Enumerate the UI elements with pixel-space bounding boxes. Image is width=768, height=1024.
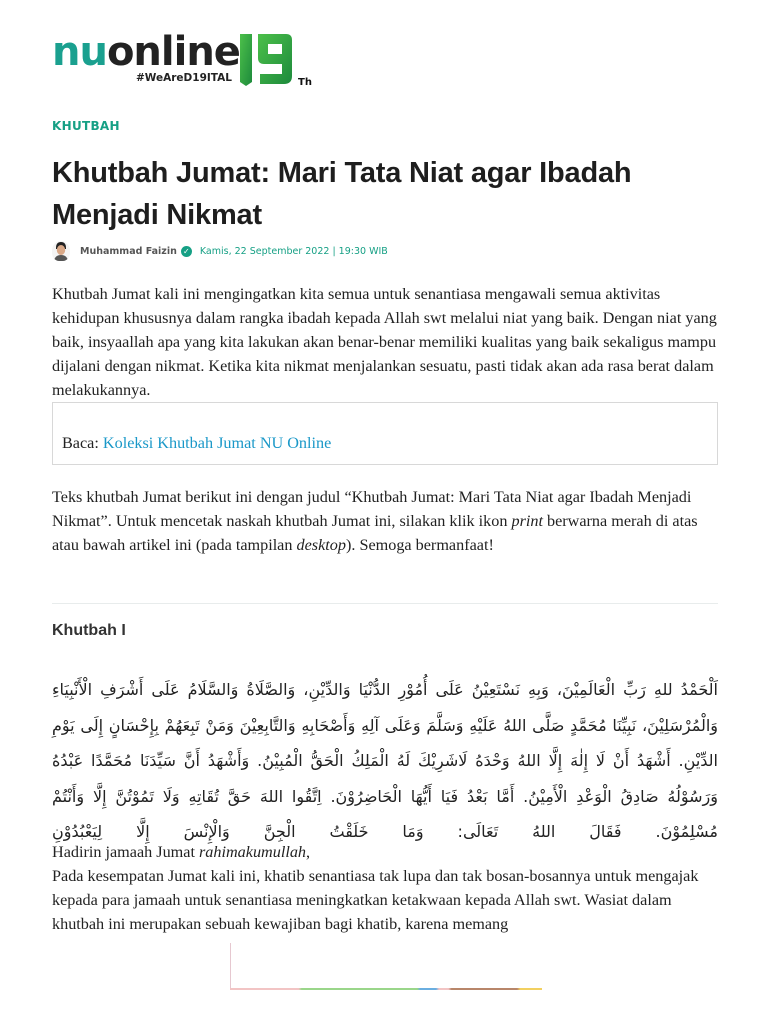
site-logo[interactable] xyxy=(52,29,322,92)
ad-frame-bottom-line xyxy=(230,988,542,990)
read-also-box xyxy=(52,402,718,465)
p2-em-desktop: desktop xyxy=(296,536,346,554)
sermon-paragraph xyxy=(52,840,718,936)
read-also-label: Baca: xyxy=(62,434,99,452)
logo-tagline: #WeAreD19ITAL xyxy=(136,72,232,84)
publish-date: Kamis, 22 September 2022 | 19:30 WIB xyxy=(199,245,388,257)
ad-frame xyxy=(230,943,541,989)
article-title: Khutbah Jumat: Mari Tata Niat agar Ibadah Menjadi Nikmat xyxy=(52,157,632,231)
greeting-text: Hadirin jamaah Jumat xyxy=(52,843,199,861)
sermon-body-text: Pada kesempatan Jumat kali ini, khatib senantiasa tak lupa dan tak bosan-bosannya untuk mengajak kepada para jamaah untuk senantiasa meningkatkan ketakwaan kepada Allah swt. Wasiat dalam khutbah ini merupakan sebuah kewajiban bagi khatib, karena memang xyxy=(52,867,699,933)
p2-text-1: Teks khutbah Jumat berikut ini dengan judul “Khutbah Jumat: Mari Tata Niat agar Ibadah Menjadi Nikmat”. Untuk mencetak naskah khutbah Jumat ini, silakan klik ikon xyxy=(52,488,692,530)
check-circle-icon: ✓ xyxy=(181,246,192,257)
print-instructions-paragraph xyxy=(52,485,718,557)
greeting-end: , xyxy=(306,843,311,861)
logo-text-nu: nu xyxy=(52,29,107,75)
author-name[interactable]: Muhammad Faizin xyxy=(80,245,177,257)
category-label[interactable]: KHUTBAH xyxy=(52,119,120,133)
article-meta xyxy=(52,240,388,262)
p2-em-print: print xyxy=(511,512,543,530)
read-also-link[interactable]: Koleksi Khutbah Jumat NU Online xyxy=(102,434,332,452)
read-also xyxy=(62,434,331,453)
logo-text-online: online xyxy=(106,29,240,75)
author-photo-icon xyxy=(52,241,70,261)
p2-text-3: ). Semoga bermanfaat! xyxy=(345,536,494,554)
arabic-opening-text: اَلْحَمْدُ للهِ رَبِّ الْعَالَمِيْنَ، وَبِهِ نَسْتَعِيْنُ عَلَى أُمُوْرِ الدُّنْيَا وَالدِّيْنِ، وَالصَّلَاةُ وَالسَّلَامُ عَلَى أَشْرَفِ الْأَنْبِيَاءِ وَالْمُرْسَلِيْنَ، نَبِيِّنَا مُحَمَّدٍ صَلَّى اللهُ عَلَيْهِ وَسَلَّمَ وَعَلَى آلِهِ وَأَصْحَابِهِ وَالتَّابِعِيْنَ وَمَنْ تَبِعَهُمْ بِإِحْسَانٍ إِلَى يَوْمِ الدِّيْنِ. أَشْهَدُ أَنْ لَا إِلٰهَ إِلَّا اللهُ وَحْدَهُ لَاشَرِيْكَ لَهُ الْمَلِكُ الْحَقُّ الْمُبِيْنُ. وَأَشْهَدُ أَنَّ سَيِّدَنَا مُحَمَّدًا عَبْدُهُ وَرَسُوْلُهُ صَادِقُ الْوَعْدِ الْأَمِيْنُ. أَمَّا بَعْدُ فَيَا أَيُّهَا الْحَاضِرُوْنَ. اِتَّقُوا اللهَ حَقَّ تُقَاتِهِ وَلَا تَمُوْتُنَّ إِلَّا وَأَنْتُمْ مُسْلِمُوْنَ. فَقَالَ اللهُ تَعَالَى: وَمَا خَلَقْتُ الْجِنَّ وَالْإِنْسَ إِلَّا لِيَعْبُدُوْنِ xyxy=(52,680,718,841)
section-divider xyxy=(52,603,718,604)
author-avatar[interactable] xyxy=(52,241,70,261)
logo-anniversary-suffix: Th xyxy=(298,77,312,88)
greeting-em: rahimakumullah xyxy=(199,843,307,861)
intro-paragraph: Khutbah Jumat kali ini mengingatkan kita semua untuk senantiasa mengawali semua aktivitas kehidupan khususnya dalam rangka ibadah kepada Allah swt melalui niat yang baik. Dengan niat yang baik, insyaallah apa yang kita lakukan akan benar-benar memiliki kualitas yang baik sekaligus mampu dijalani dengan nikmat. Ketika kita nikmat menjalankan sesuatu, pasti tidak akan ada rasa berat dalam melakukannya. xyxy=(52,285,717,399)
anniversary-19-icon xyxy=(236,30,294,88)
logo-wordmark xyxy=(52,29,240,75)
section-heading-khutbah-1: Khutbah I xyxy=(52,622,126,639)
p2-text-2: berwarna merah di atas atau bawah artikel ini (pada tampilan xyxy=(52,512,698,554)
